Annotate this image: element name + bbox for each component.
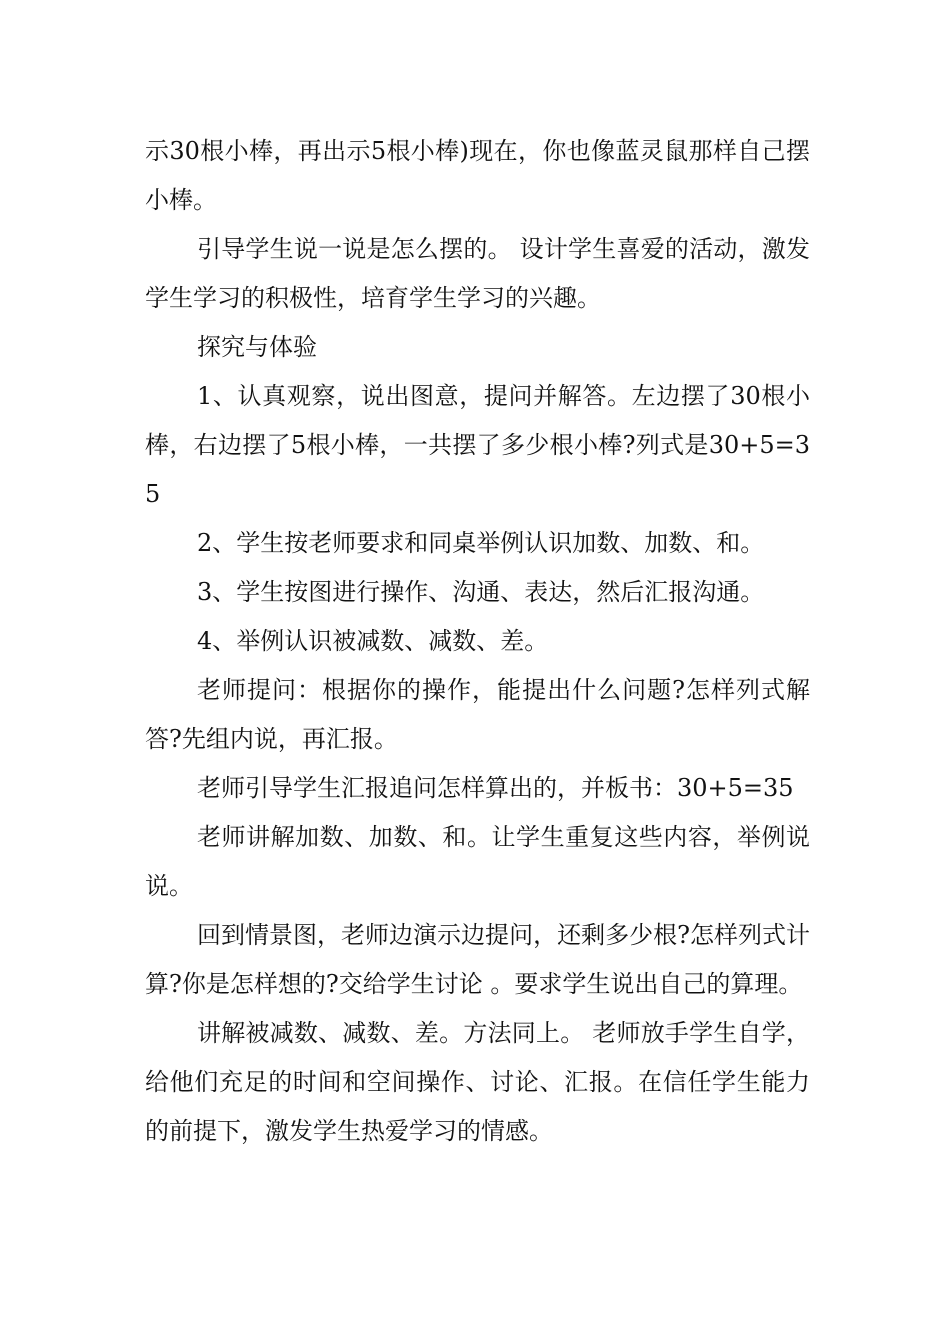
section-heading: 探究与体验: [197, 333, 317, 361]
paragraph-step-4: 4、举例认识被减数、减数、差。: [197, 627, 549, 655]
paragraph-step-3: 3、学生按图进行操作、沟通、表达，然后汇报沟通。: [197, 578, 765, 606]
paragraph-teacher-explain: 老师讲解加数、加数、和。让学生重复这些内容，举例说说。: [145, 823, 810, 900]
document-body: [145, 127, 810, 1156]
paragraph-step-2: 2、学生按老师要求和同桌举例认识加数、加数、和。: [197, 529, 765, 557]
paragraph-step-1: 1、认真观察，说出图意，提问并解答。左边摆了30根小棒，右边摆了5根小棒，一共摆了多少根小棒?列式是30+5=35: [145, 382, 810, 508]
paragraph-teacher-question: 老师提问：根据你的操作，能提出什么问题?怎样列式解答?先组内说，再汇报。: [145, 676, 810, 753]
paragraph-2: 引导学生说一说是怎么摆的。 设计学生喜爱的活动，激发学生学习的积极性，培育学生学习的兴趣。: [145, 235, 810, 312]
paragraph-subtraction: 讲解被减数、减数、差。方法同上。 老师放手学生自学，给他们充足的时间和空间操作、讨论、汇报。在信任学生能力的前提下，激发学生热爱学习的情感。: [145, 1019, 810, 1145]
paragraph-teacher-guide: 老师引导学生汇报追问怎样算出的，并板书：30+5=35: [197, 774, 794, 802]
paragraph-1: 示30根小棒，再出示5根小棒)现在，你也像蓝灵鼠那样自己摆小棒。: [145, 137, 810, 214]
paragraph-scene: 回到情景图，老师边演示边提问，还剩多少根?怎样列式计算?你是怎样想的?交给学生讨论 。要求学生说出自己的算理。: [145, 921, 810, 998]
